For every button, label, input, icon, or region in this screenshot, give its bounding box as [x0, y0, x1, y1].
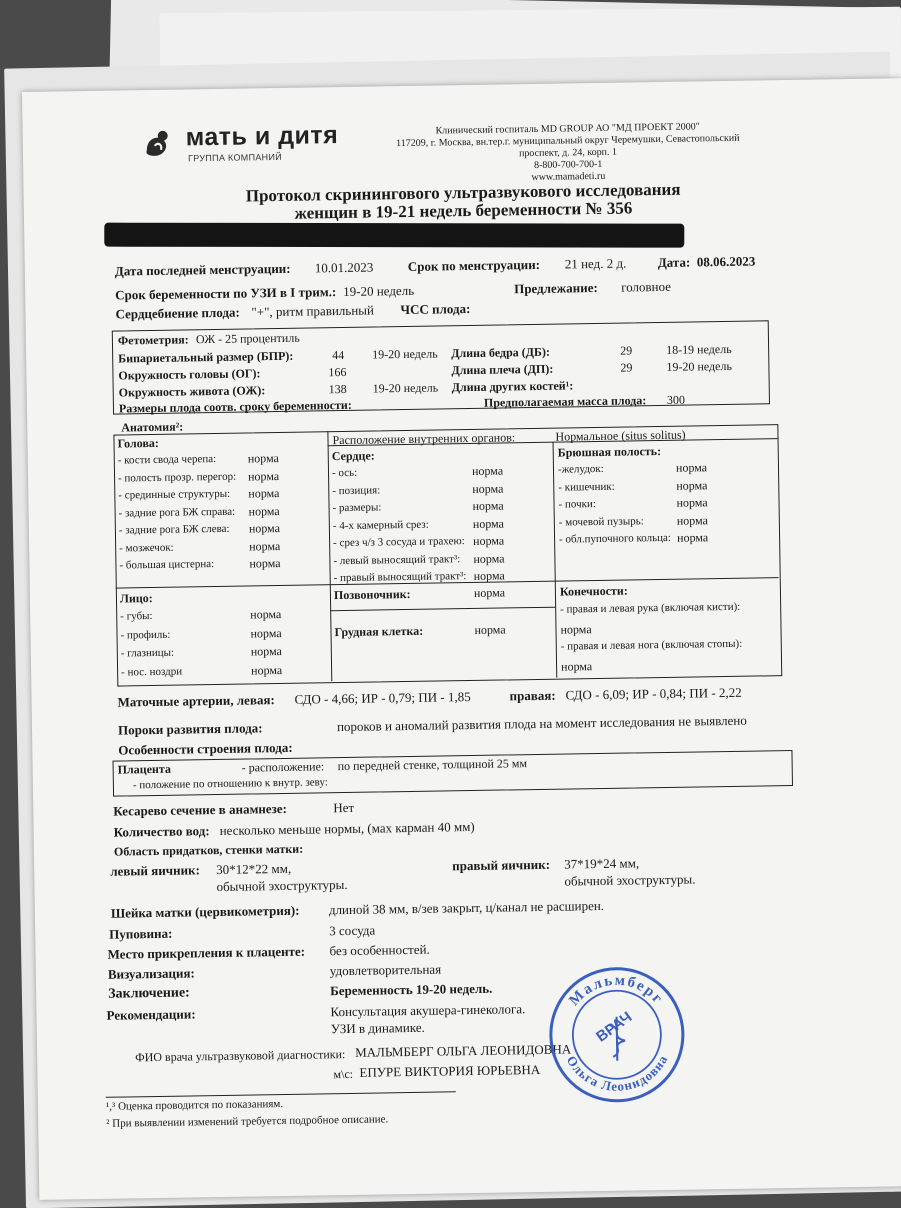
attach-label: Место прикрепления к плаценте: [107, 943, 306, 962]
heart-item-value: норма [472, 498, 504, 513]
heartbeat-value: "+", ритм правильный [251, 302, 375, 320]
head-item-label: - задние рога БЖ справа: [118, 505, 236, 520]
hl-weeks: 19-20 недель [666, 358, 732, 374]
term-value: 21 нед. 2 д. [564, 255, 627, 272]
cord-label: Пуповина: [109, 925, 173, 942]
heart-item-label: - позиция: [332, 483, 381, 497]
limbs-title: Конечности: [559, 583, 628, 599]
mass-label: Предполагаемая масса плода: [483, 393, 647, 410]
ua-left-label: Маточные артерии, левая: [117, 692, 275, 710]
stamp-bottom-text: Ольга Леонидовна [563, 1052, 671, 1094]
malformations-value: пороков и аномалий развития плода на момент исследования не выявлено [336, 712, 747, 735]
placenta-position-label: - расположение: [241, 759, 325, 775]
abdomen-item-label: -желудок: [557, 462, 604, 476]
placenta-title: Плацента [117, 761, 172, 777]
abdomen-item-label: - обл.пупочного кольца: [559, 531, 672, 546]
hc-value: 166 [328, 364, 347, 380]
bpd-value: 44 [332, 347, 345, 363]
head-item-label: - полость прозр. перегор: [117, 470, 237, 485]
head-item-value: норма [248, 503, 280, 518]
heart-item-label: - размеры: [332, 501, 382, 515]
logo-name: мать и дитя [185, 121, 339, 152]
heartbeat-label: Сердцебиение плода: [115, 304, 240, 322]
fl-label: Длина бедра (ДБ): [451, 344, 551, 361]
clinic-line: Клинический госпиталь MD GROUP АО "МД ПРОЕКТ 2000" [435, 121, 700, 137]
presentation-label: Предлежание: [514, 279, 598, 297]
face-item-value: норма [250, 625, 282, 640]
spine-label: Позвоночник: [333, 586, 411, 603]
footnote-divider [106, 1091, 456, 1097]
heart-item-value: норма [472, 515, 505, 531]
clinic-line: www.mamadeti.ru [531, 170, 606, 184]
other-bones-label: Длина других костей¹: [451, 378, 574, 395]
cervix-label: Шейка матки (цервикометрия): [110, 902, 300, 921]
ua-right-label: правая: [509, 687, 556, 704]
arms-label: - правая и левая рука (включая кисти): [560, 600, 741, 616]
heart-item-label: - правый выносящий тракт³: [333, 570, 467, 585]
face-item-value: норма [250, 606, 282, 622]
organs-label: Расположение внутренних органов: [332, 430, 516, 448]
recommend-label: Рекомендации: [106, 1006, 196, 1023]
fluid-label: Количество вод: [113, 823, 210, 840]
ac-value: 138 [328, 381, 347, 397]
heart-item-value: норма [472, 533, 505, 548]
clinic-line: 117209, г. Москва, вн.тер.г. муниципальный округ Черемушки, Севастопольский [396, 132, 740, 150]
abdomen-title: Брюшная полость: [557, 444, 662, 460]
term-label: Срок по менструации: [407, 256, 541, 274]
bpd-weeks: 19-20 недель [372, 346, 438, 362]
ac-weeks: 19-20 недель [372, 380, 439, 396]
heart-title: Сердце: [331, 448, 375, 464]
heart-item-value: норма [473, 550, 505, 566]
mass-value: 300 [666, 392, 686, 407]
abdomen-item-label: - почки: [558, 498, 596, 511]
date-value: 08.06.2023 [696, 253, 756, 270]
caesarean-label: Кесарево сечение в анамнезе: [113, 800, 288, 819]
face-title: Лицо: [119, 591, 153, 606]
chest-value: норма [474, 622, 506, 637]
abdomen-item-value: норма [676, 512, 708, 528]
recommend-value: УЗИ в динамике. [330, 1019, 425, 1037]
face-item-value: норма [250, 643, 283, 659]
logo-subtitle: ГРУППА КОМПАНИЙ [187, 151, 283, 164]
right-ovary-value: обычной эхоструктуры. [564, 871, 696, 889]
abdomen-item-value: норма [676, 495, 708, 510]
lmp-value: 10.01.2023 [314, 259, 374, 276]
heart-item-label: - срез ч/з 3 сосуда и трахею: [333, 535, 465, 550]
head-item-value: норма [247, 468, 280, 483]
fetometry-label: Фетометрия: [117, 332, 189, 348]
heart-item-value: норма [471, 463, 504, 478]
heart-item-value: норма [472, 480, 504, 496]
clinic-line: проспект, д. 24, корп. 1 [518, 146, 618, 160]
stamp-top-text: Мальмберг [566, 972, 667, 1009]
placenta-position-value: по передней стенке, толщиной 25 мм [337, 756, 528, 774]
head-item-label: - задние рога БЖ слева: [118, 522, 230, 537]
ua-right-value: СДО - 6,09; ИР - 0,84; ПИ - 2,22 [565, 684, 742, 703]
clinic-line: 8-800-700-700-1 [533, 158, 603, 171]
head-item-label: - срединные структуры: [118, 487, 231, 502]
logo-icon [141, 128, 176, 163]
face-item-value: норма [250, 662, 283, 677]
doctor-label: ФИО врача ультразвуковой диагностики: [135, 1047, 346, 1065]
head-item-value: норма [248, 486, 280, 501]
doctor-stamp [546, 964, 688, 1106]
head-item-value: норма [249, 538, 281, 553]
right-ovary-value: 37*19*24 мм, [564, 855, 640, 872]
conclusion-label: Заключение: [108, 985, 190, 1002]
hl-label: Длина плеча (ДП): [451, 361, 554, 378]
recommend-value: Консультация акушера-гинеколога. [330, 1001, 526, 1020]
left-ovary-value: 30*12*22 мм, [216, 860, 292, 878]
document-sheet [22, 78, 901, 1200]
head-item-label: - большая цистерна: [119, 558, 215, 572]
ua-left-value: СДО - 4,66; ИР - 0,79; ПИ - 1,85 [294, 689, 471, 707]
footnote: ² При выявлении изменений требуется подробное описание. [106, 1113, 389, 1130]
abdomen-item-label: - мочевой пузырь: [558, 514, 644, 529]
legs-label: - правая и левая нога (включая стопы): [560, 637, 743, 653]
date-label: Дата: [657, 254, 691, 271]
fluid-value: несколько меньше нормы, (мах карман 40 мм) [219, 818, 475, 838]
organs-value: Нормальное (situs solitus) [555, 427, 686, 444]
abdomen-item-value: норма [675, 460, 708, 475]
head-item-value: норма [249, 555, 281, 571]
malformations-label: Пороки развития плода: [117, 720, 263, 738]
heart-item-value: норма [473, 568, 505, 583]
us-term-value: 19-20 недель [343, 282, 415, 299]
fl-value: 29 [620, 343, 633, 358]
stamp-center-text: ВРАЧ [593, 1008, 636, 1046]
spine-value: норма [473, 585, 506, 600]
placenta-os-label: - положение по отношению к внутр. зеву: [132, 776, 328, 792]
doctor-value: МАЛЬМБЕРГ ОЛЬГА ЛЕОНИДОВНА [355, 1041, 572, 1060]
abdomen-item-value: норма [676, 530, 709, 545]
redaction-bar [104, 223, 684, 248]
face-item-label: - профиль: [120, 628, 171, 642]
fetometry-value: ОЖ - 25 процентиль [195, 330, 300, 347]
cervix-value: длиной 38 мм, в/зев закрыт, ц/канал не расширен. [328, 897, 605, 918]
bpd-label: Бипариетальный размер (БПР): [118, 348, 294, 366]
arms-value: норма [560, 622, 592, 637]
head-item-value: норма [248, 521, 281, 536]
attach-value: без особенностей. [329, 941, 430, 959]
right-ovary-label: правый яичник: [452, 856, 551, 874]
nurse-value: ЕПУРЕ ВИКТОРИЯ ЮРЬЕВНА [359, 1061, 541, 1080]
hl-value: 29 [620, 360, 633, 375]
heart-item-label: - ось: [331, 466, 358, 480]
anatomy-title: Анатомия²: [121, 419, 184, 435]
presentation-value: головное [621, 278, 672, 295]
visual-value: удовлетворительная [329, 961, 442, 979]
footnote: ¹,³ Оценка проводится по показаниям. [105, 1098, 284, 1113]
clinic-header [353, 120, 784, 187]
us-term-label: Срок беременности по УЗИ в I трим.: [115, 284, 337, 303]
hr-label: ЧСС плода: [400, 300, 471, 318]
hc-label: Окружность головы (ОГ): [118, 366, 261, 383]
heart-item-label: - 4-х камерный срез: [332, 518, 429, 532]
face-item-label: - губы: [120, 610, 153, 623]
head-title: Голова: [117, 435, 159, 451]
visual-label: Визуализация: [107, 965, 195, 982]
chest-label: Грудная клетка: [334, 623, 424, 640]
document-title: Протокол скринингового ультразвукового исследования [245, 179, 681, 206]
adnexa-label: Область придатков, стенки матки: [113, 841, 304, 859]
head-item-value: норма [247, 451, 279, 466]
face-item-label: - нос. ноздри [121, 665, 183, 679]
head-item-label: - кости свода черепа: [117, 452, 217, 467]
legs-value: норма [560, 659, 593, 674]
heart-item-label: - левый выносящий тракт³: [333, 552, 461, 567]
caesarean-value: Нет [333, 799, 355, 816]
fl-weeks: 18-19 недель [666, 341, 732, 357]
features-label: Особенности строения плода: [118, 739, 293, 758]
lmp-label: Дата последней менструации: [114, 260, 291, 279]
sizes-label: Размеры плода соотв. сроку беременности: [118, 397, 352, 416]
head-item-label: - мозжечок: [119, 541, 174, 555]
left-ovary-value: обычной эхоструктуры. [216, 876, 348, 895]
abdomen-item-value: норма [676, 477, 708, 493]
conclusion-value: Беременность 19-20 недель. [330, 980, 493, 999]
document-title: женщин в 19-21 недель беременности № 356 [294, 198, 633, 223]
face-item-label: - глазницы: [120, 646, 175, 660]
nurse-label: м\с: [333, 1066, 354, 1082]
abdomen-item-label: - кишечник: [558, 480, 615, 494]
cord-value: 3 сосуда [329, 922, 376, 939]
left-ovary-label: левый яичник: [110, 862, 200, 879]
ac-label: Окружность живота (ОЖ): [118, 383, 266, 400]
